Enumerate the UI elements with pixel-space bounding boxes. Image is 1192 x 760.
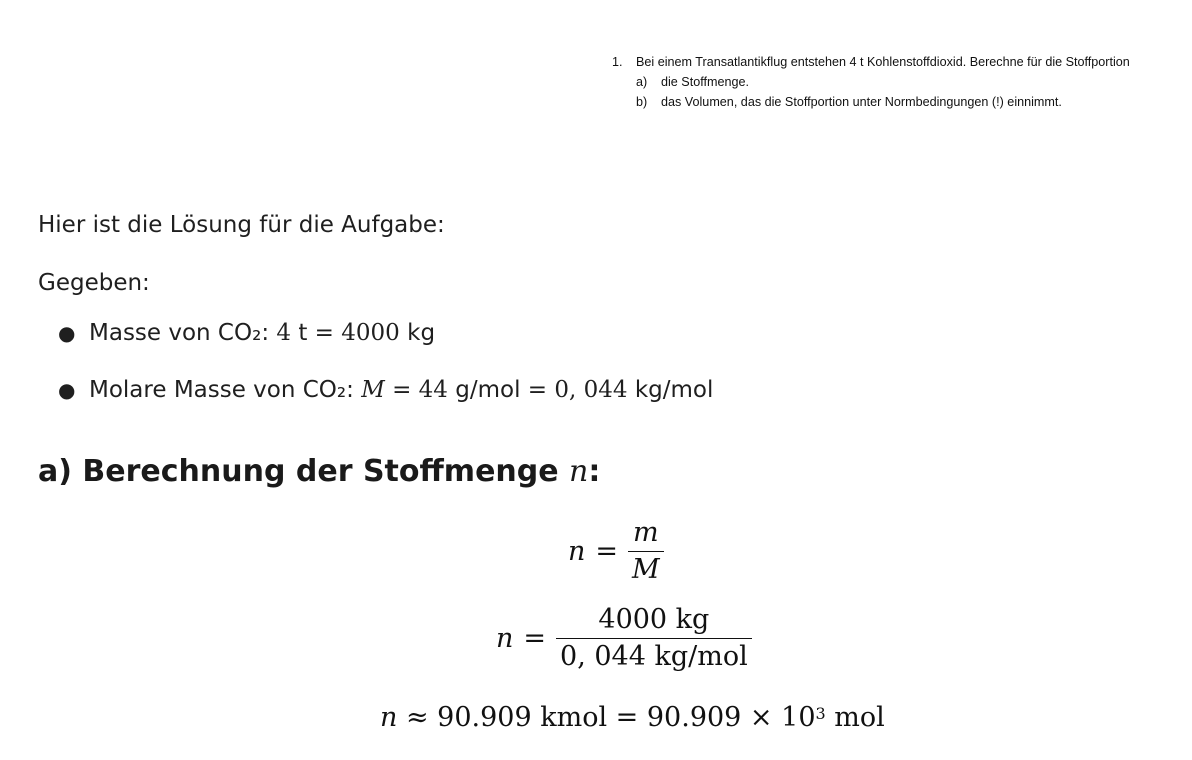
mass-unit-kg: kg	[399, 320, 436, 346]
task-item-label: a)	[636, 75, 648, 89]
eq1-denominator: M	[632, 554, 660, 585]
task-text: Bei einem Transatlantikflug entstehen 4 t Kohlenstoffdioxid. Berechne für die Stoffportion	[636, 55, 1130, 69]
molar-label: Molare Masse von CO₂:	[89, 377, 362, 403]
given-list	[58, 320, 713, 434]
section-a-title: a) Berechnung der Stoffmenge	[38, 454, 570, 489]
mass-unit-t: t =	[291, 320, 342, 346]
task-item-label: b)	[636, 95, 648, 109]
task-item-text: das Volumen, das die Stoffportion unter Normbedingungen (!) einnimmt.	[661, 95, 1062, 109]
eq3-unit: mol	[825, 702, 885, 733]
molar-symbol: M	[361, 377, 385, 403]
molar-unit-g: g/mol =	[447, 377, 555, 403]
eq1-op: =	[595, 536, 619, 567]
eq2-fraction	[556, 602, 752, 675]
list-item	[58, 377, 713, 434]
eq3-exponent: 3	[815, 704, 826, 723]
mass-value-kg: 4000	[341, 320, 400, 346]
eq1-fraction	[628, 515, 664, 588]
task-item	[612, 92, 1192, 112]
mass-label: Masse von CO₂:	[89, 320, 277, 346]
molar-value-kg: 0, 044	[554, 377, 628, 403]
molar-unit-kg: kg/mol	[627, 377, 714, 403]
eq2-op: =	[523, 623, 547, 654]
mass-value-t: 4	[276, 320, 292, 346]
given-label: Gegeben:	[38, 270, 150, 296]
eq3-body: ≈ 90.909 kmol = 90.909 × 10	[397, 702, 816, 733]
equation-2	[496, 602, 752, 675]
eq1-lhs: n	[568, 536, 586, 567]
bullet-icon: ●	[58, 321, 76, 345]
eq2-numerator: 4000 kg	[598, 604, 710, 635]
intro-text: Hier ist die Lösung für die Aufgabe:	[38, 212, 445, 238]
section-a-colon: :	[588, 454, 601, 489]
equation-1	[568, 515, 664, 588]
task-statement	[612, 52, 1192, 112]
list-item	[58, 320, 713, 377]
eq3-lhs: n	[380, 702, 398, 733]
eq2-denominator: 0, 044 kg/mol	[560, 641, 748, 672]
task-item	[612, 72, 1192, 92]
task-item-text: die Stoffmenge.	[661, 75, 749, 89]
eq1-numerator: m	[633, 517, 659, 548]
section-a-variable: n	[569, 454, 589, 489]
section-a-heading	[38, 454, 600, 489]
molar-value-g: = 44	[384, 377, 448, 403]
equation-3	[380, 702, 885, 733]
task-number: 1.	[612, 55, 623, 69]
bullet-icon: ●	[58, 378, 76, 402]
eq2-lhs: n	[496, 623, 514, 654]
